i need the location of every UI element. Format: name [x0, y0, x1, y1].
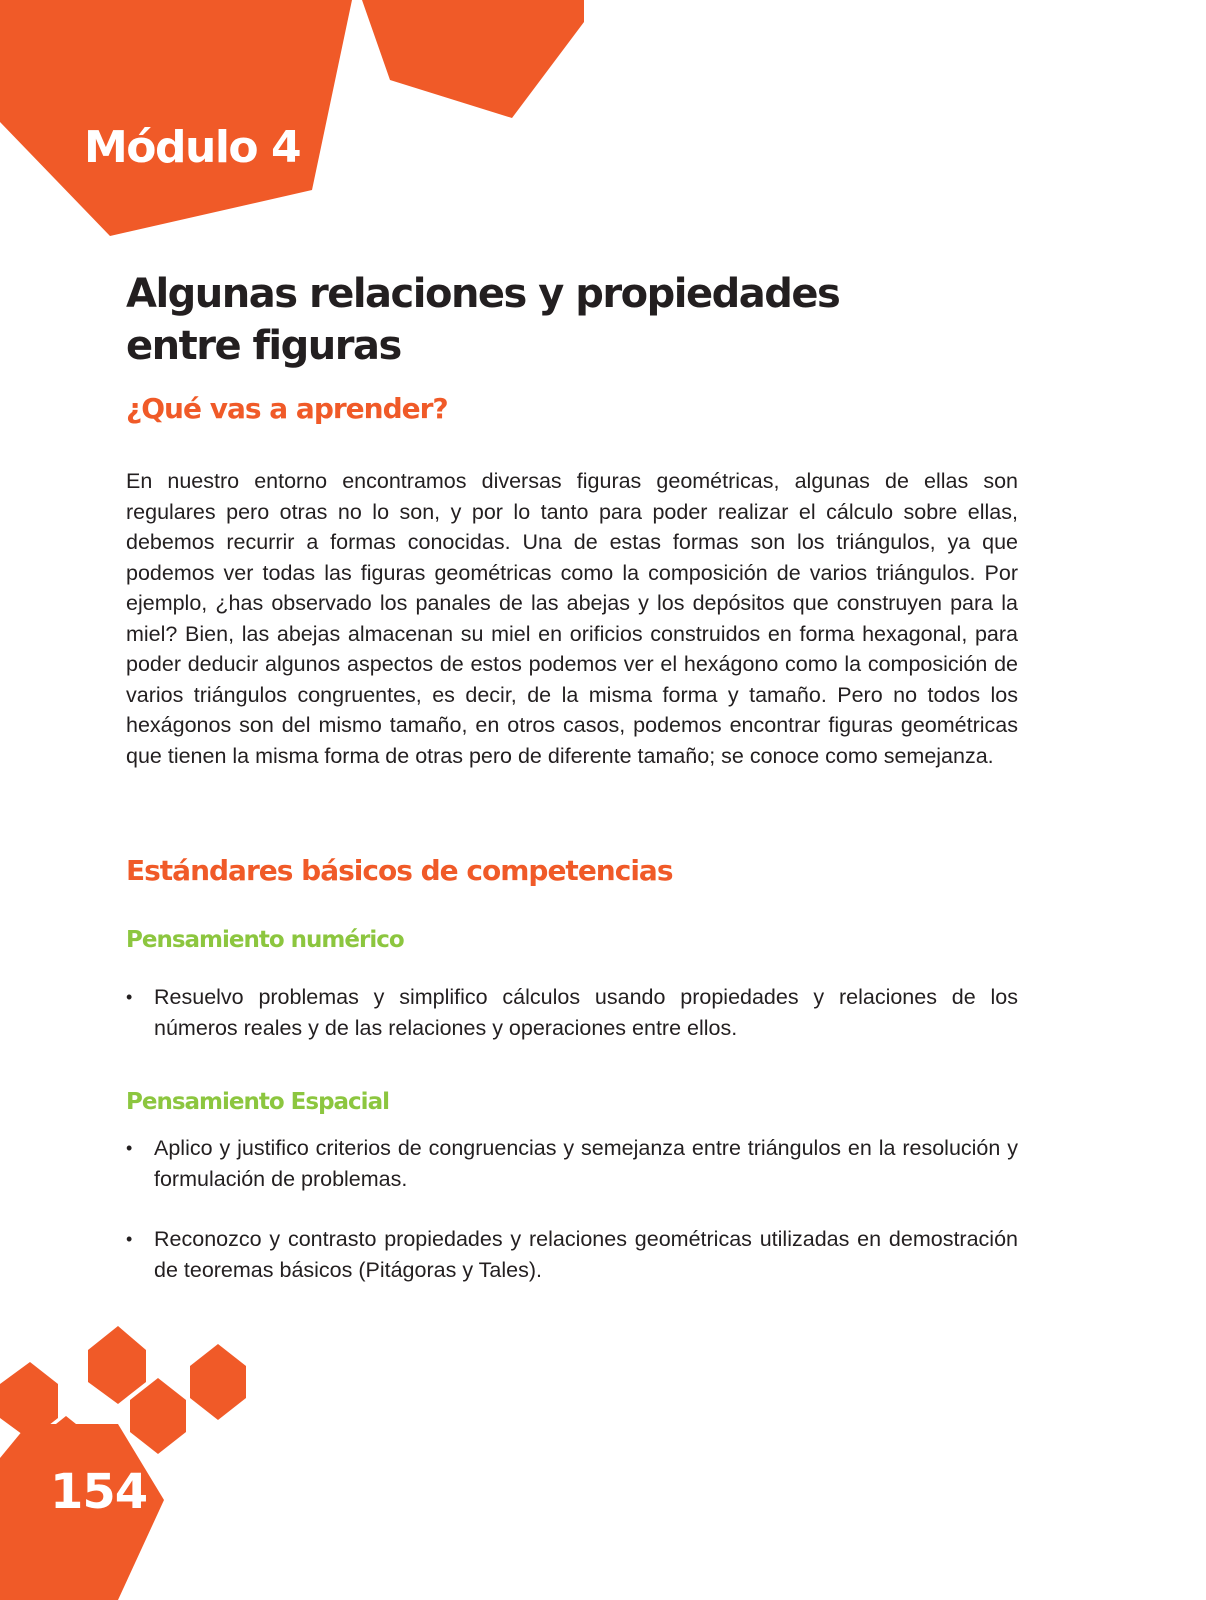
header-orange-shape-right — [362, 0, 584, 118]
spatial-standards-list — [126, 1133, 1018, 1285]
bullet-icon: • — [126, 1229, 133, 1249]
numeric-thinking-heading: Pensamiento numérico — [126, 927, 404, 953]
standards-heading: Estándares básicos de competencias — [126, 854, 673, 887]
numeric-standards-list — [126, 982, 1018, 1043]
list-item — [126, 1133, 1018, 1194]
page-title-line-2: entre figuras — [126, 323, 401, 369]
learn-heading: ¿Qué vas a aprender? — [126, 392, 448, 425]
module-label: Módulo 4 — [84, 122, 301, 173]
list-item — [126, 1224, 1018, 1285]
list-item-text: Aplico y justifico criterios de congruencias y semejanza entre triángulos en la resolución y formulación de problemas. — [154, 1136, 1018, 1191]
header-orange-shape-left — [0, 0, 352, 236]
list-item-text: Resuelvo problemas y simplifico cálculos usando propiedades y relaciones de los números reales y de las relaciones y operaciones entre ellos. — [154, 985, 1018, 1040]
page-number: 154 — [50, 1464, 148, 1520]
hexagon-icon — [190, 1344, 246, 1420]
page-title-line-1: Algunas relaciones y propiedades — [126, 271, 840, 317]
hexagon-icon — [88, 1326, 146, 1404]
hexagon-icon — [130, 1378, 186, 1454]
bullet-icon: • — [126, 1138, 133, 1158]
list-item-text: Reconozco y contrasto propiedades y relaciones geométricas utilizadas en demostración de teoremas básicos (Pitágoras y Tales). — [154, 1227, 1018, 1282]
page-title — [126, 268, 1026, 372]
hexagon-decoration — [0, 1320, 260, 1600]
spatial-thinking-heading: Pensamiento Espacial — [126, 1089, 389, 1115]
intro-paragraph: En nuestro entorno encontramos diversas figuras geométricas, algunas de ellas son regulares pero otras no lo son, y por lo tanto para poder realizar el cálculo sobre ellas, debemos recurrir a formas conocidas. Una de estas formas son los triángulos, ya que podemos ver todas las figuras geométricas como la composición de varios triángulos. Por ejemplo, ¿has observado los panales de las abejas y los depósitos que construyen para la miel? Bien, las abejas almacenan su miel en orificios construidos en forma hexagonal, para poder deducir algunos aspectos de estos podemos ver el hexágono como la composición de varios triángulos congruentes, es decir, de la misma forma y tamaño. Pero no todos los hexágonos son del mismo tamaño, en otros casos, podemos encontrar figuras geométricas que tienen la misma forma de otras pero de diferente tamaño; se conoce como semejanza. — [126, 469, 1018, 768]
bullet-icon: • — [126, 987, 133, 1007]
list-item — [126, 982, 1018, 1043]
